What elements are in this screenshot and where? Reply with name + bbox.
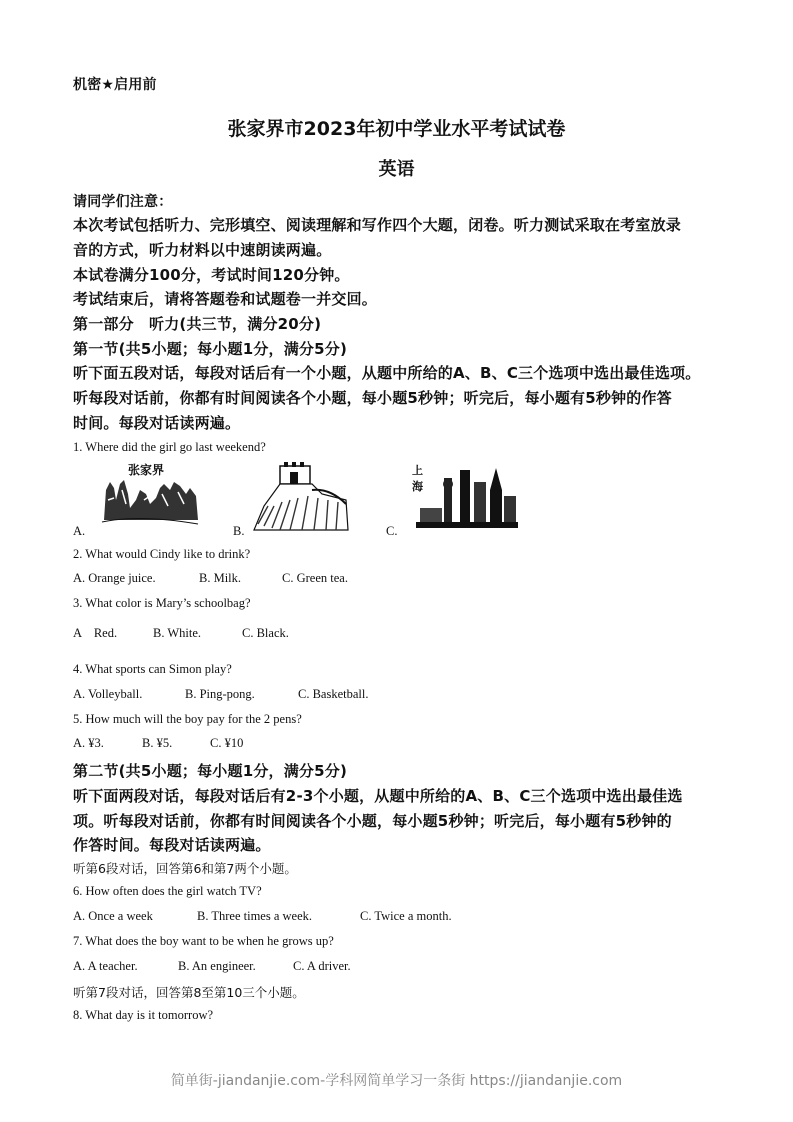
q6-option-b[interactable]: B. Three times a week. <box>197 909 313 923</box>
question-6: 6. How often does the girl watch TV? <box>73 884 262 898</box>
shanghai-skyline-image <box>410 460 520 530</box>
question-3: 3. What color is Mary’s schoolbag? <box>73 596 251 610</box>
zhangjiajie-image-caption: 张家界 <box>128 463 165 477</box>
q2-option-b[interactable]: B. Milk. <box>199 571 242 585</box>
part1-heading: 第一部分 听力(共三节，满分20分) <box>73 315 322 333</box>
great-wall-image <box>250 460 350 532</box>
q2-option-a[interactable]: A. Orange juice. <box>73 571 156 585</box>
question-8: 8. What day is it tomorrow? <box>73 1008 214 1022</box>
question-5: 5. How much will the boy pay for the 2 pens? <box>73 712 302 726</box>
section2-instruction-2: 项。听每段对话前，你都有时间阅读各个小题，每小题5秒钟；听完后，每小题有5秒钟的 <box>73 812 672 830</box>
notice-line-3: 考试结束后，请将答题卷和试题卷一并交回。 <box>73 290 378 308</box>
q4-option-a[interactable]: A. Volleyball. <box>73 687 143 701</box>
q4-options <box>73 687 368 702</box>
shanghai-image-caption-1: 上 <box>412 464 423 477</box>
q6-option-a[interactable]: A. Once a week <box>73 909 153 923</box>
q5-option-b[interactable]: B. ¥5. <box>142 736 173 750</box>
q7-option-b[interactable]: B. An engineer. <box>178 959 256 973</box>
q1-option-c[interactable]: C. <box>386 524 398 538</box>
subject-title: 英语 <box>378 159 415 180</box>
question-7: 7. What does the boy want to be when he grows up? <box>73 934 334 948</box>
page-footer: 简单街-jiandanjie.com-学科网简单学习一条街 https://jiandanjie.com <box>170 1073 623 1089</box>
dialogue-6-note: 听第6段对话，回答第6和第7两个小题。 <box>73 861 297 876</box>
q2-option-c[interactable]: C. Green tea. <box>282 571 348 585</box>
section2-instruction-3: 作答时间。每段对话读两遍。 <box>73 836 271 854</box>
q3-options <box>73 623 289 641</box>
q6-option-c[interactable]: C. Twice a month. <box>360 909 452 923</box>
section1-heading: 第一节(共5小题；每小题1分，满分5分) <box>73 340 348 358</box>
q1-option-b[interactable]: B. <box>233 524 245 538</box>
dialogue-7-note: 听第7段对话，回答第8至第10三个小题。 <box>73 985 305 1000</box>
notice-line-2: 本试卷满分100分，考试时间120分钟。 <box>73 266 350 284</box>
q5-options <box>73 736 243 751</box>
section2-instruction-1: 听下面两段对话，每段对话后有2-3个小题，从题中所给的A、B、C三个选项中选出最佳选 <box>73 787 683 805</box>
section1-instruction-1: 听下面五段对话，每段对话后有一个小题，从题中所给的A、B、C三个选项中选出最佳选项。 <box>73 364 701 382</box>
q4-option-b[interactable]: B. Ping-pong. <box>185 687 255 701</box>
page-title: 张家界市2023年初中学业水平考试试卷 <box>227 118 566 140</box>
notice-line-1b: 音的方式，听力材料以中速朗读两遍。 <box>73 241 332 259</box>
q1-option-a[interactable]: A. <box>73 524 86 538</box>
q7-option-a[interactable]: A. A teacher. <box>73 959 138 973</box>
zhangjiajie-mountain-image <box>100 460 200 528</box>
section2-heading: 第二节(共5小题；每小题1分，满分5分) <box>73 762 348 780</box>
shanghai-image-caption-2: 海 <box>412 480 423 493</box>
confidential-label: 机密★启用前 <box>73 77 157 93</box>
q7-options <box>73 959 351 974</box>
section1-instruction-2: 听每段对话前，你都有时间阅读各个小题，每小题5秒钟；听完后，每小题有5秒钟的作答 <box>73 389 672 407</box>
notice-line-1a: 本次考试包括听力、完形填空、阅读理解和写作四个大题，闭卷。听力测试采取在考室放录 <box>73 216 682 234</box>
q2-options <box>73 571 348 586</box>
q6-options <box>73 909 452 924</box>
q5-option-a[interactable]: A. ¥3. <box>73 736 104 750</box>
q5-option-c[interactable]: C. ¥10 <box>210 736 244 750</box>
q4-option-c[interactable]: C. Basketball. <box>298 687 369 701</box>
q3-option-c[interactable]: C. Black. <box>242 626 289 640</box>
section1-instruction-3: 时间。每段对话读两遍。 <box>73 414 241 432</box>
question-1: 1. Where did the girl go last weekend? <box>73 440 266 454</box>
question-4: 4. What sports can Simon play? <box>73 662 232 676</box>
q3-option-b[interactable]: B. White. <box>153 626 202 640</box>
question-2: 2. What would Cindy like to drink? <box>73 547 251 561</box>
q7-option-c[interactable]: C. A driver. <box>293 959 351 973</box>
q3-option-a[interactable]: A Red. <box>73 626 118 640</box>
notice-heading: 请同学们注意： <box>73 194 173 210</box>
